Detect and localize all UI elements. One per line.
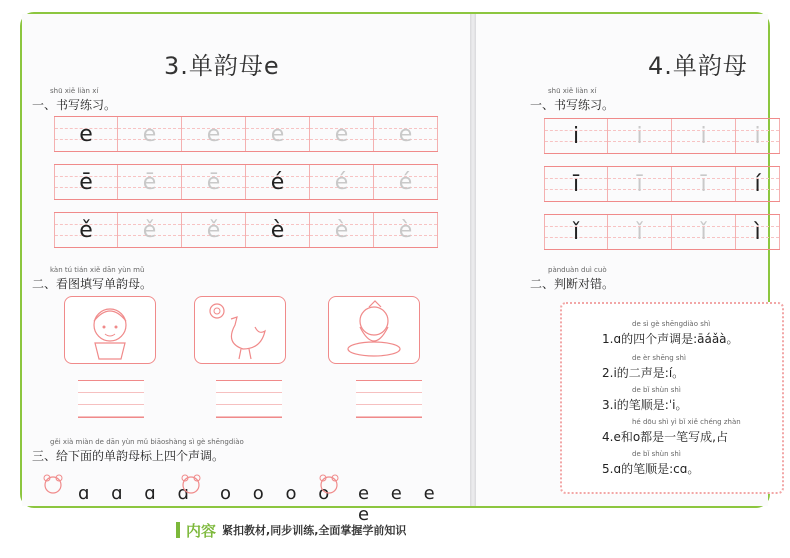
grid-cell: ē — [118, 165, 182, 199]
vowel-group: ɑ ɑ ɑ ɑ — [78, 483, 197, 504]
answer-box[interactable] — [78, 380, 144, 418]
accent-bar — [176, 522, 180, 538]
page-title: 4.单韵母 — [648, 52, 748, 80]
right-page — [476, 14, 768, 506]
grid-cell: ī — [608, 167, 672, 201]
grid-cell: i — [608, 119, 672, 153]
grid-cell: i — [672, 119, 736, 153]
bear-icon — [180, 474, 202, 494]
grid-cell: ǐ — [544, 215, 608, 249]
judge-panel — [560, 302, 784, 494]
judge-item-5: 5.ɑ的笔顺是:cɑ。 — [602, 462, 700, 476]
grid-cell: é — [374, 165, 438, 199]
section-heading: 二、判断对错。 — [530, 277, 615, 291]
footer-caption — [176, 521, 406, 539]
grid-cell: e — [182, 117, 246, 151]
section-heading: 一、书写练习。 — [530, 98, 615, 112]
grid-cell: ǐ — [608, 215, 672, 249]
judge-item-4: 4.e和o都是一笔写成,占 — [602, 430, 728, 444]
writing-row-1 — [54, 116, 438, 152]
grid-cell: é — [310, 165, 374, 199]
grid-cell: e — [310, 117, 374, 151]
rooster-illustration — [194, 296, 286, 364]
section-heading: 一、书写练习。 — [32, 98, 117, 112]
left-page — [22, 14, 470, 525]
grid-cell: e — [118, 117, 182, 151]
page-title: 3.单韵母e — [164, 52, 280, 80]
section-heading: 二、看图填写单韵母。 — [32, 277, 153, 291]
grid-cell: è — [246, 213, 310, 247]
grid-cell: ē — [54, 165, 118, 199]
bear-icon — [42, 474, 64, 494]
grid-cell: é — [246, 165, 310, 199]
grid-cell: ě — [54, 213, 118, 247]
section-heading: 三、给下面的单韵母标上四个声调。 — [32, 449, 225, 463]
section-pinyin: pànduàn duì cuò — [548, 266, 607, 274]
grid-cell: e — [54, 117, 118, 151]
item-pinyin: de èr shēng shì — [632, 354, 686, 362]
grid-cell: e — [246, 117, 310, 151]
judge-item-1: 1.ɑ的四个声调是:āáǎà。 — [602, 332, 739, 346]
grid-cell: ī — [544, 167, 608, 201]
footer-text: 紧扣教材,同步训练,全面掌握学前知识 — [222, 524, 407, 537]
goose-illustration — [328, 296, 420, 364]
writing-row-3 — [54, 212, 438, 248]
bear-icon — [318, 474, 340, 494]
item-pinyin: de bǐ shùn shì — [632, 386, 681, 394]
grid-cell: ī — [672, 167, 736, 201]
item-pinyin: de bǐ shùn shì — [632, 450, 681, 458]
judge-item-2: 2.i的二声是:í。 — [602, 366, 685, 380]
judge-item-3: 3.i的笔顺是:ˈi。 — [602, 398, 688, 412]
grid-cell: i — [544, 119, 608, 153]
book-photo-frame — [20, 12, 770, 525]
writing-row-2 — [544, 166, 780, 202]
grid-cell: e — [374, 117, 438, 151]
writing-row-3 — [544, 214, 780, 250]
grid-cell: ě — [118, 213, 182, 247]
writing-row-1 — [544, 118, 780, 154]
footer-title: 内容 — [186, 521, 217, 540]
grid-cell: í — [736, 167, 780, 201]
grid-cell: ě — [182, 213, 246, 247]
grid-cell: ē — [182, 165, 246, 199]
vowel-group: e e e e — [358, 483, 443, 525]
item-pinyin: hé dōu shì yì bǐ xiě chéng zhàn — [632, 418, 741, 426]
grid-cell: è — [374, 213, 438, 247]
section-pinyin: gěi xià miàn de dān yùn mǔ biāoshàng sì gè shēngdiào — [50, 438, 244, 446]
section-pinyin: shū xiě liàn xí — [548, 87, 597, 95]
grid-cell: è — [310, 213, 374, 247]
grid-cell: ì — [736, 215, 780, 249]
item-pinyin: de sì gè shēngdiào shì — [632, 320, 711, 328]
section-pinyin: shū xiě liàn xí — [50, 87, 99, 95]
section-pinyin: kàn tú tián xiě dān yùn mǔ — [50, 266, 145, 274]
writing-row-2 — [54, 164, 438, 200]
grid-cell: i — [736, 119, 780, 153]
answer-box[interactable] — [356, 380, 422, 418]
grid-cell: ǐ — [672, 215, 736, 249]
vowel-group: o o o o — [220, 483, 338, 504]
answer-box[interactable] — [216, 380, 282, 418]
girl-illustration — [64, 296, 156, 364]
